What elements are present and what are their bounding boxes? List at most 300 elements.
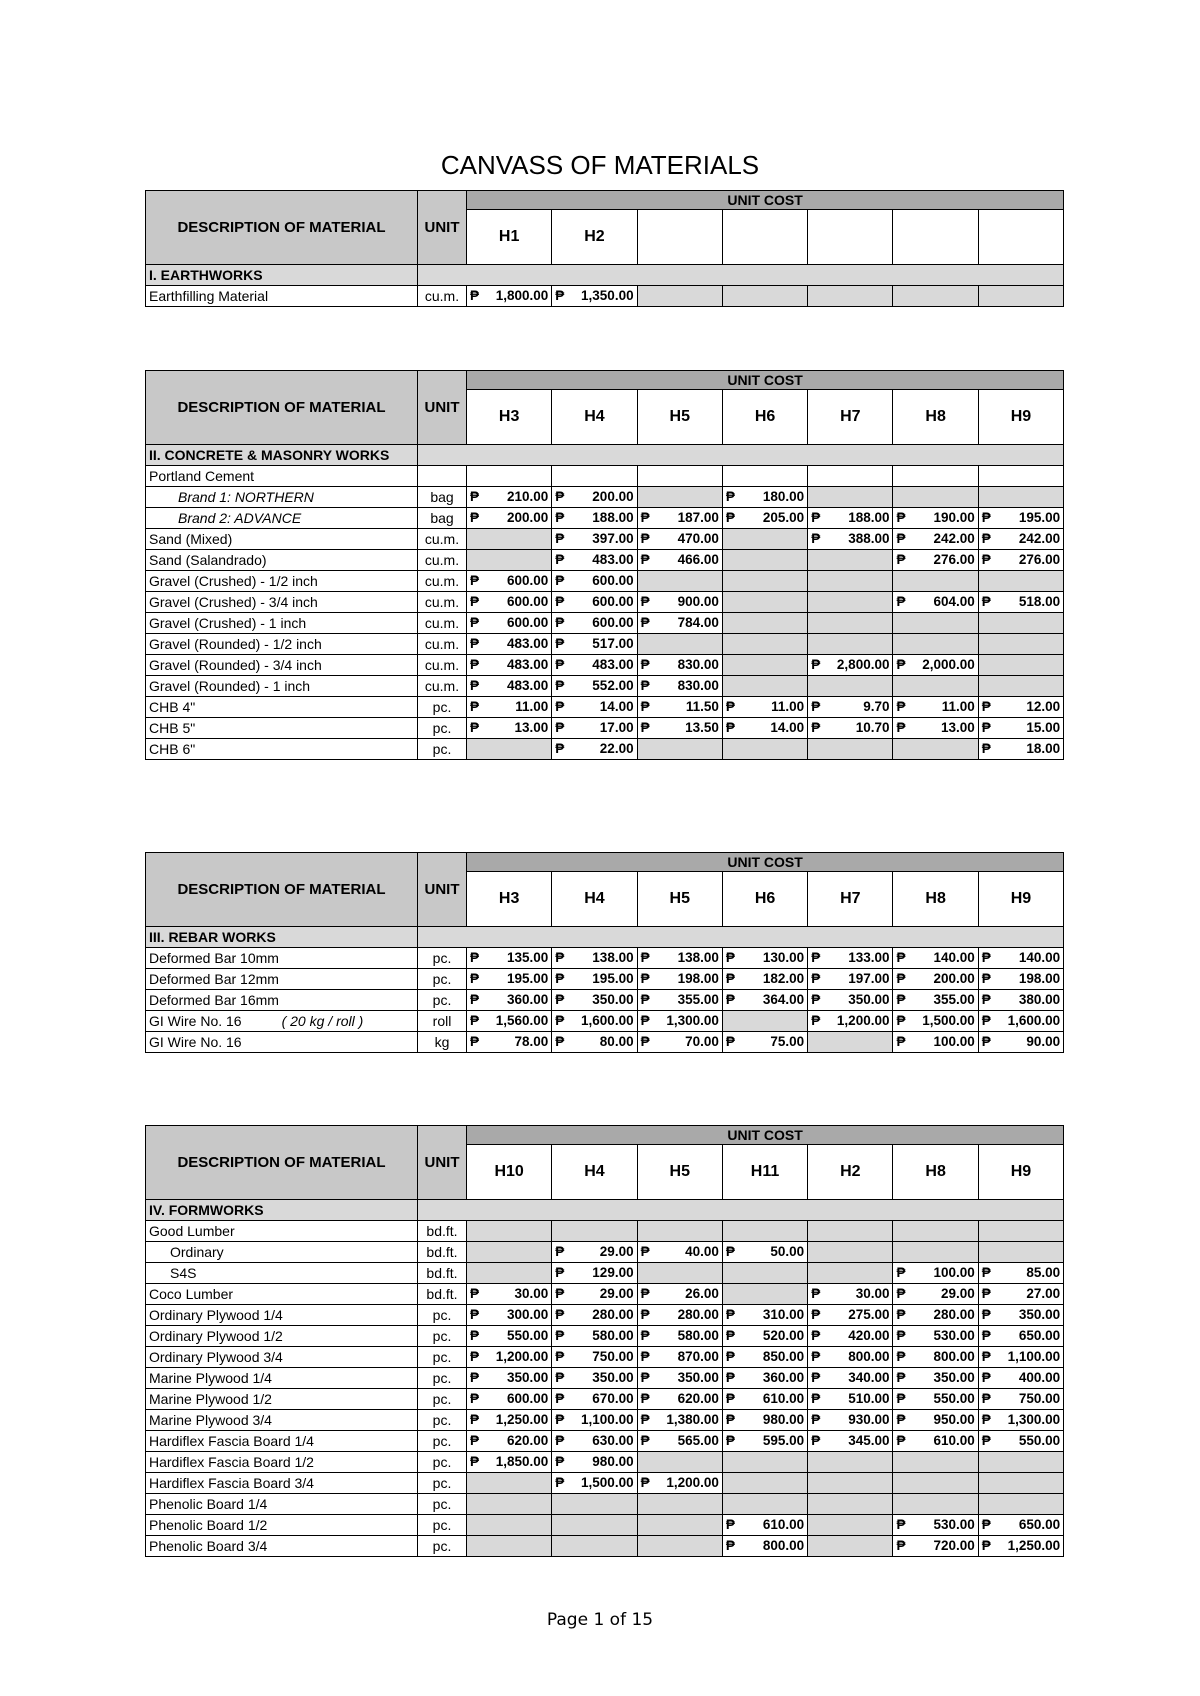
header-supplier-column: H6 (722, 872, 807, 927)
price-cell (808, 1011, 893, 1032)
price-cell (467, 676, 552, 697)
price-amount: 78.00 (514, 1034, 549, 1049)
peso-sign: ₱ (896, 1265, 906, 1280)
price-amount: 600.00 (592, 573, 634, 588)
price-cell-empty (552, 1536, 637, 1557)
price-cell (552, 1431, 637, 1452)
material-unit: pc. (418, 1410, 467, 1431)
price-amount: 1,200.00 (495, 1349, 549, 1364)
material-description (146, 634, 418, 655)
price-cell-empty (893, 1452, 978, 1473)
price-amount: 380.00 (1018, 992, 1061, 1007)
price-amount: 14.00 (770, 720, 805, 735)
peso-sign: ₱ (981, 1265, 991, 1280)
material-description (146, 1305, 418, 1326)
table-row (146, 676, 1064, 697)
price-cell (467, 1347, 552, 1368)
price-cell (893, 948, 978, 969)
price-cell (722, 1032, 807, 1053)
material-description (146, 1473, 418, 1494)
price-amount: 29.00 (599, 1244, 634, 1259)
price-cell (552, 1389, 637, 1410)
price-cell-empty (978, 487, 1063, 508)
price-cell (552, 1326, 637, 1347)
price-amount: 930.00 (848, 1412, 890, 1427)
material-description (146, 466, 418, 487)
price-cell-empty (722, 1011, 807, 1032)
material-name: Sand (Mixed) (149, 531, 233, 547)
price-amount: 520.00 (762, 1328, 805, 1343)
price-cell (637, 676, 722, 697)
material-description (146, 508, 418, 529)
peso-sign: ₱ (640, 1328, 650, 1343)
peso-sign: ₱ (896, 699, 906, 714)
material-unit: cu.m. (418, 676, 467, 697)
price-cell (467, 1032, 552, 1053)
price-cell-empty (808, 1473, 893, 1494)
peso-sign: ₱ (470, 699, 480, 714)
header-description: DESCRIPTION OF MATERIAL (146, 853, 418, 927)
peso-sign: ₱ (555, 1475, 565, 1490)
peso-sign: ₱ (470, 950, 480, 965)
price-cell (893, 1389, 978, 1410)
price-amount: 850.00 (762, 1349, 805, 1364)
price-cell-empty (808, 487, 893, 508)
price-amount: 13.50 (685, 720, 719, 735)
price-cell-empty (637, 487, 722, 508)
price-cell (808, 1368, 893, 1389)
price-amount: 200.00 (507, 510, 549, 525)
table-row (146, 1368, 1064, 1389)
material-description (146, 676, 418, 697)
price-cell-empty (722, 592, 807, 613)
material-name: Gravel (Rounded) - 1 inch (149, 678, 311, 694)
price-amount: 470.00 (677, 531, 719, 546)
price-cell (893, 1410, 978, 1431)
price-amount: 27.00 (1026, 1286, 1061, 1301)
price-amount: 30.00 (855, 1286, 890, 1301)
peso-sign: ₱ (640, 531, 650, 546)
price-amount: 800.00 (933, 1349, 975, 1364)
price-cell (467, 1431, 552, 1452)
price-cell (722, 1368, 807, 1389)
price-cell (978, 697, 1063, 718)
material-unit: bag (418, 508, 467, 529)
header-unit: UNIT (418, 853, 467, 927)
price-amount: 530.00 (933, 1328, 975, 1343)
price-cell-empty (722, 1263, 807, 1284)
price-amount: 190.00 (933, 510, 975, 525)
header-supplier-column: H8 (893, 390, 978, 445)
price-amount: 350.00 (848, 992, 890, 1007)
header-supplier-column: H3 (467, 390, 552, 445)
price-cell (808, 1305, 893, 1326)
peso-sign: ₱ (981, 1538, 991, 1553)
price-amount: 242.00 (1018, 531, 1061, 546)
price-cell (978, 969, 1063, 990)
price-cell (808, 655, 893, 676)
peso-sign: ₱ (981, 531, 991, 546)
price-cell-empty (808, 634, 893, 655)
price-cell (637, 508, 722, 529)
materials-table (145, 852, 1064, 1053)
material-name: Phenolic Board 3/4 (149, 1538, 268, 1554)
price-amount: 483.00 (592, 657, 634, 672)
peso-sign: ₱ (896, 1370, 906, 1385)
price-amount: 580.00 (592, 1328, 634, 1343)
price-amount: 397.00 (592, 531, 634, 546)
peso-sign: ₱ (896, 1433, 906, 1448)
price-cell-empty (808, 1494, 893, 1515)
price-cell (978, 1032, 1063, 1053)
peso-sign: ₱ (555, 1286, 565, 1301)
peso-sign: ₱ (640, 615, 650, 630)
price-cell-empty (808, 1221, 893, 1242)
price-cell-empty (637, 739, 722, 760)
peso-sign: ₱ (640, 1286, 650, 1301)
price-cell (637, 1473, 722, 1494)
price-amount: 550.00 (933, 1391, 975, 1406)
peso-sign: ₱ (725, 1307, 735, 1322)
peso-sign: ₱ (811, 992, 821, 1007)
price-cell (552, 613, 637, 634)
price-cell (808, 1347, 893, 1368)
material-name: Earthfilling Material (149, 288, 269, 304)
price-amount: 595.00 (762, 1433, 805, 1448)
material-name: GI Wire No. 16 (149, 1013, 242, 1029)
price-cell (893, 1032, 978, 1053)
material-description (146, 1515, 418, 1536)
header-unit: UNIT (418, 191, 467, 265)
material-description (146, 1242, 418, 1263)
price-cell (637, 1431, 722, 1452)
price-amount: 100.00 (933, 1034, 975, 1049)
price-amount: 518.00 (1018, 594, 1061, 609)
price-amount: 198.00 (677, 971, 719, 986)
price-cell-empty (637, 1536, 722, 1557)
price-cell-empty (978, 655, 1063, 676)
peso-sign: ₱ (811, 720, 821, 735)
price-cell (978, 1284, 1063, 1305)
price-amount: 530.00 (933, 1517, 975, 1532)
price-amount: 830.00 (677, 678, 719, 693)
price-cell-empty (637, 1263, 722, 1284)
peso-sign: ₱ (896, 594, 906, 609)
material-description (146, 655, 418, 676)
price-cell (722, 718, 807, 739)
peso-sign: ₱ (470, 615, 480, 630)
peso-sign: ₱ (981, 741, 991, 756)
peso-sign: ₱ (555, 950, 565, 965)
price-cell (637, 1368, 722, 1389)
peso-sign: ₱ (896, 1307, 906, 1322)
price-amount: 22.00 (599, 741, 634, 756)
peso-sign: ₱ (555, 1034, 565, 1049)
price-cell (467, 613, 552, 634)
material-name: Deformed Bar 10mm (149, 950, 279, 966)
price-cell (722, 948, 807, 969)
material-unit: pc. (418, 969, 467, 990)
peso-sign: ₱ (981, 1013, 991, 1028)
header-supplier-column: H5 (637, 390, 722, 445)
price-amount: 2,000.00 (922, 657, 975, 672)
price-amount: 345.00 (848, 1433, 890, 1448)
price-cell-empty (722, 1473, 807, 1494)
price-cell (467, 1410, 552, 1431)
price-amount: 980.00 (762, 1412, 805, 1427)
peso-sign: ₱ (640, 1475, 650, 1490)
price-cell-empty (637, 1452, 722, 1473)
price-amount: 275.00 (848, 1307, 890, 1322)
price-amount: 1,200.00 (666, 1475, 719, 1490)
price-cell-empty (893, 1242, 978, 1263)
material-description (146, 1221, 418, 1242)
peso-sign: ₱ (555, 1349, 565, 1364)
price-cell (637, 1347, 722, 1368)
price-amount: 364.00 (762, 992, 805, 1007)
peso-sign: ₱ (640, 678, 650, 693)
price-cell-empty (808, 592, 893, 613)
header-supplier-column: H2 (808, 1145, 893, 1200)
peso-sign: ₱ (470, 594, 480, 609)
price-amount: 280.00 (933, 1307, 975, 1322)
price-amount: 1,500.00 (581, 1475, 634, 1490)
price-amount: 1,560.00 (495, 1013, 549, 1028)
header-supplier-column: H4 (552, 1145, 637, 1200)
price-amount: 1,350.00 (581, 288, 634, 303)
price-amount: 620.00 (507, 1433, 549, 1448)
price-amount: 1,600.00 (1007, 1013, 1061, 1028)
peso-sign: ₱ (981, 1517, 991, 1532)
price-cell (637, 1284, 722, 1305)
price-amount: 195.00 (507, 971, 549, 986)
price-cell (722, 1536, 807, 1557)
material-description (146, 1536, 418, 1557)
price-cell (637, 1011, 722, 1032)
price-amount: 552.00 (592, 678, 634, 693)
peso-sign: ₱ (811, 1307, 821, 1322)
material-unit: pc. (418, 739, 467, 760)
price-cell-empty (722, 1494, 807, 1515)
price-amount: 420.00 (848, 1328, 890, 1343)
material-unit: pc. (418, 697, 467, 718)
price-cell-empty (808, 1263, 893, 1284)
price-cell-empty (893, 1221, 978, 1242)
material-name: Hardiflex Fascia Board 3/4 (149, 1475, 314, 1491)
peso-sign: ₱ (470, 720, 480, 735)
price-amount: 15.00 (1026, 720, 1061, 735)
table-row (146, 1305, 1064, 1326)
price-cell-blank (893, 466, 978, 487)
peso-sign: ₱ (896, 971, 906, 986)
price-amount: 280.00 (592, 1307, 634, 1322)
material-description (146, 969, 418, 990)
peso-sign: ₱ (811, 1433, 821, 1448)
peso-sign: ₱ (555, 971, 565, 986)
price-cell (978, 529, 1063, 550)
table-row (146, 1221, 1064, 1242)
material-unit: cu.m. (418, 571, 467, 592)
price-cell-empty (467, 1536, 552, 1557)
price-cell (552, 1305, 637, 1326)
peso-sign: ₱ (470, 1286, 480, 1301)
price-cell (978, 739, 1063, 760)
material-unit: pc. (418, 1347, 467, 1368)
peso-sign: ₱ (725, 720, 735, 735)
price-amount: 400.00 (1018, 1370, 1061, 1385)
material-name: Ordinary Plywood 1/4 (149, 1307, 283, 1323)
peso-sign: ₱ (555, 1454, 565, 1469)
table-row (146, 990, 1064, 1011)
price-cell-empty (808, 613, 893, 634)
price-amount: 29.00 (599, 1286, 634, 1301)
price-amount: 600.00 (507, 615, 549, 630)
price-cell (467, 508, 552, 529)
price-cell (552, 508, 637, 529)
price-amount: 650.00 (1018, 1517, 1061, 1532)
price-amount: 1,600.00 (581, 1013, 634, 1028)
price-cell-empty (722, 739, 807, 760)
table-row (146, 1347, 1064, 1368)
peso-sign: ₱ (640, 552, 650, 567)
price-cell (808, 718, 893, 739)
price-amount: 360.00 (762, 1370, 805, 1385)
material-note: ( 20 kg / roll ) (281, 1013, 364, 1029)
price-cell-empty (978, 1452, 1063, 1473)
price-amount: 466.00 (677, 552, 719, 567)
price-amount: 188.00 (592, 510, 634, 525)
price-cell (808, 1410, 893, 1431)
peso-sign: ₱ (725, 1433, 735, 1448)
price-cell-empty (978, 571, 1063, 592)
material-description (146, 487, 418, 508)
material-name: CHB 4" (149, 699, 196, 715)
price-amount: 355.00 (677, 992, 719, 1007)
table-row (146, 550, 1064, 571)
price-cell-empty (893, 739, 978, 760)
price-cell-empty (637, 571, 722, 592)
peso-sign: ₱ (640, 1412, 650, 1427)
price-amount: 800.00 (762, 1538, 805, 1553)
price-amount: 40.00 (685, 1244, 719, 1259)
price-amount: 483.00 (507, 657, 549, 672)
price-cell-empty (637, 286, 722, 307)
formworks-table-sheet (145, 1125, 1063, 1557)
peso-sign: ₱ (470, 657, 480, 672)
price-amount: 197.00 (848, 971, 890, 986)
price-cell-blank (978, 466, 1063, 487)
header-supplier-column (978, 210, 1063, 265)
price-cell-empty (808, 1536, 893, 1557)
price-amount: 483.00 (592, 552, 634, 567)
header-supplier-column: H2 (552, 210, 637, 265)
price-cell-empty (552, 1515, 637, 1536)
price-cell-empty (467, 550, 552, 571)
peso-sign: ₱ (896, 1328, 906, 1343)
price-cell-empty (467, 1494, 552, 1515)
price-cell (722, 697, 807, 718)
material-unit: pc. (418, 1305, 467, 1326)
price-cell-empty (893, 487, 978, 508)
peso-sign: ₱ (470, 1391, 480, 1406)
material-unit: bag (418, 487, 467, 508)
material-name: Phenolic Board 1/4 (149, 1496, 268, 1512)
material-name: Coco Lumber (149, 1286, 234, 1302)
material-description (146, 286, 418, 307)
table-row (146, 529, 1064, 550)
price-cell (722, 1515, 807, 1536)
price-cell (552, 1263, 637, 1284)
price-amount: 50.00 (770, 1244, 805, 1259)
price-amount: 1,250.00 (495, 1412, 549, 1427)
price-cell (808, 948, 893, 969)
price-amount: 800.00 (848, 1349, 890, 1364)
rebar-table-sheet (145, 852, 1063, 1053)
price-cell (467, 487, 552, 508)
price-amount: 9.70 (863, 699, 890, 714)
peso-sign: ₱ (555, 288, 565, 303)
peso-sign: ₱ (470, 1412, 480, 1427)
material-description (146, 550, 418, 571)
price-amount: 620.00 (677, 1391, 719, 1406)
price-amount: 1,380.00 (666, 1412, 719, 1427)
peso-sign: ₱ (725, 1244, 735, 1259)
header-unit-cost: UNIT COST (467, 1126, 1064, 1145)
table-row (146, 1494, 1064, 1515)
earthworks-table-sheet (145, 190, 1063, 307)
header-supplier-column: H4 (552, 390, 637, 445)
peso-sign: ₱ (811, 1412, 821, 1427)
price-cell-empty (978, 634, 1063, 655)
peso-sign: ₱ (470, 1034, 480, 1049)
peso-sign: ₱ (725, 1391, 735, 1406)
price-cell-empty (722, 676, 807, 697)
price-cell (637, 948, 722, 969)
price-cell (978, 550, 1063, 571)
price-amount: 355.00 (933, 992, 975, 1007)
price-cell (552, 739, 637, 760)
price-cell (637, 990, 722, 1011)
table-row (146, 1032, 1064, 1053)
price-cell (637, 655, 722, 676)
price-cell-blank (552, 466, 637, 487)
price-cell-empty (467, 1221, 552, 1242)
peso-sign: ₱ (811, 531, 821, 546)
price-cell (808, 969, 893, 990)
table-row (146, 613, 1064, 634)
price-cell (722, 1410, 807, 1431)
peso-sign: ₱ (811, 1286, 821, 1301)
peso-sign: ₱ (555, 636, 565, 651)
price-cell (552, 990, 637, 1011)
peso-sign: ₱ (555, 1391, 565, 1406)
price-cell-empty (722, 571, 807, 592)
price-amount: 360.00 (507, 992, 549, 1007)
price-amount: 784.00 (677, 615, 719, 630)
price-cell-empty (893, 613, 978, 634)
price-amount: 2,800.00 (836, 657, 890, 672)
price-cell (637, 529, 722, 550)
price-cell (808, 1389, 893, 1410)
price-amount: 10.70 (855, 720, 890, 735)
price-cell (893, 990, 978, 1011)
material-description (146, 739, 418, 760)
price-cell (552, 655, 637, 676)
price-cell (467, 1305, 552, 1326)
peso-sign: ₱ (555, 552, 565, 567)
peso-sign: ₱ (981, 971, 991, 986)
peso-sign: ₱ (640, 1013, 650, 1028)
